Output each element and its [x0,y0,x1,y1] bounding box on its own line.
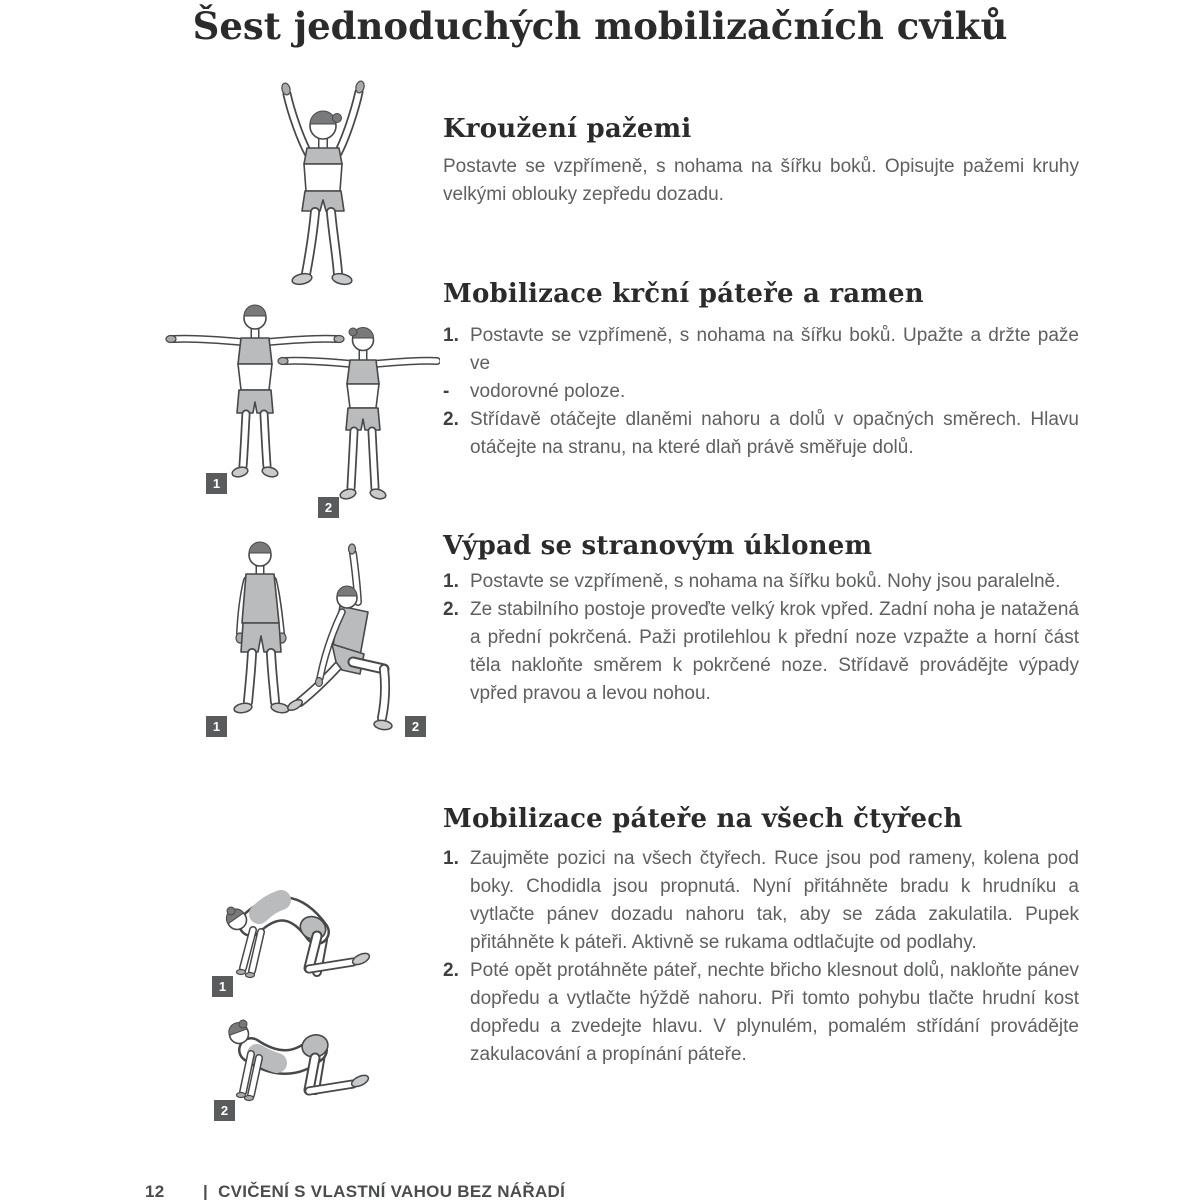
footer-separator: | [203,1182,209,1200]
heading-arm-circling: Kroužení pažemi [443,114,692,144]
list-text: Poté opět protáhněte páteř, nechte břicho klesnout dolů, nakloňte pánev dopředu a vytlačte hýždě nahoru. Při tomto pohybu tlačte hrudní kost dopředu a zvedejte hlavu. V plynulém, pomalém střídání provádějte zakulacování a propínání páteře. [470,960,1079,1065]
list-text: Střídavě otáčejte dlaněmi nahoru a dolů v opačných směrech. Hlavu otáčejte na stranu, na které dlaň právě směřuje dolů. [470,409,1079,458]
figure-number-badge: 2 [318,497,339,518]
heading-lunge-side-bend: Výpad se stranovým úklonem [443,531,873,561]
list-marker: - [443,381,450,402]
t-pose-figures [160,292,440,522]
list-marker: 2. [443,960,459,981]
figure-number-badge: 2 [405,716,426,737]
list-item [443,378,1079,406]
illustration-lunge-side-bend [190,538,440,738]
arm-circles-figure [243,76,403,286]
list-item [443,406,1079,462]
figure-number-badge: 1 [212,976,233,997]
list-text: Postavte se vzpřímeně, s nohama na šířku boků. Nohy jsou paralelně. [470,571,1061,592]
list-text: Zaujměte pozici na všech čtyřech. Ruce jsou pod rameny, kolena pod boky. Chodidla jsou propnutá. Nyní přitáhněte bradu k hrudníku a vytlačte pánev dozadu nahoru tak, aby se záda zakulatila. Pupek přitáhněte k páteři. Aktivně se rukama odtlačujte od podlahy. [470,848,1079,953]
list-text: Ze stabilního postoje proveďte velký krok vpřed. Zadní noha je natažená a přední pokrčená. Paži protilehlou k přední noze vzpažte a horní část těla nakloňte směrem k pokrčené noze. Střídavě provádějte výpady vpřed pravou a levou nohou. [470,599,1079,704]
list-item [443,845,1079,957]
illustration-arm-circling [243,76,403,286]
list-item [443,322,1079,378]
instruction-list [443,845,1079,1069]
list-text: Postavte se vzpřímeně, s nohama na šířku boků. Upažte a držte paže ve [470,325,1079,374]
cat-cow-figures [195,882,415,1132]
figure-number-badge: 1 [206,716,227,737]
illustration-neck-shoulder-mobilization [160,292,440,522]
page-number: 12 [145,1182,165,1200]
heading-spine-all-fours: Mobilizace páteře na všech čtyřech [443,804,963,834]
list-marker: 1. [443,848,459,869]
list-marker: 1. [443,325,459,346]
list-item [443,957,1079,1069]
book-title: CVIČENÍ S VLASTNÍ VAHOU BEZ NÁŘADÍ [218,1182,566,1200]
instruction-list [443,568,1079,708]
list-item [443,568,1079,596]
section-arm-circling [443,113,1079,209]
instruction-list [443,322,1079,462]
figure-number-badge: 2 [214,1100,235,1121]
section-neck-shoulder-mobilization [443,278,1079,462]
heading-neck-shoulder-mobilization: Mobilizace krční páteře a ramen [443,279,924,309]
section-spine-all-fours [443,803,1079,1069]
lunge-figures [190,538,440,738]
paragraph-arm-circling: Postavte se vzpřímeně, s nohama na šířku boků. Opisujte pažemi kruhy velkými oblouky zepředu dozadu. [443,156,1079,205]
illustration-spine-all-fours [195,882,415,1132]
list-item [443,596,1079,708]
section-lunge-side-bend [443,530,1079,708]
list-marker: 2. [443,409,459,430]
figure-number-badge: 1 [206,473,227,494]
page-title: Šest jednoduchých mobilizačních cviků [192,4,1008,48]
list-marker: 2. [443,599,459,620]
list-text: vodorovné poloze. [470,381,626,402]
list-marker: 1. [443,571,459,592]
footer [145,1182,565,1200]
